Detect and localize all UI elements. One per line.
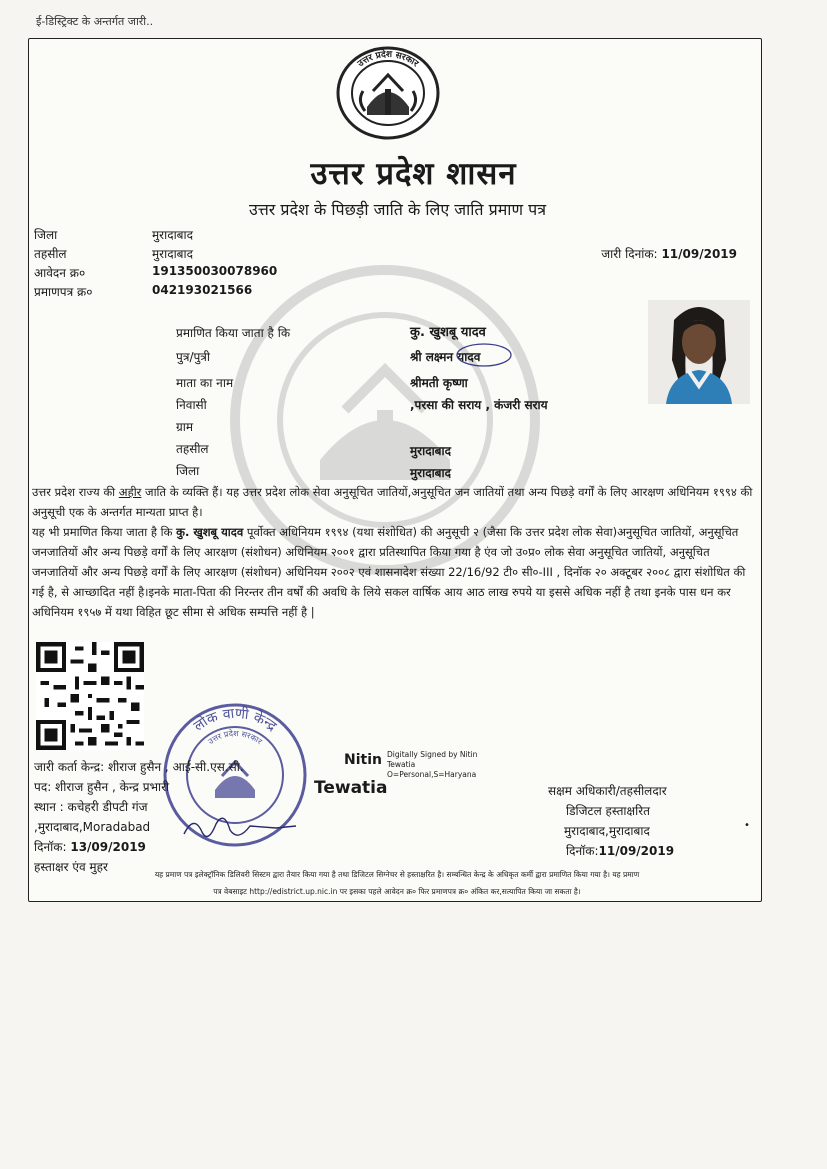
tehsil-value: मुरादाबाद	[152, 247, 194, 261]
up-government-emblem-icon	[335, 45, 441, 141]
person-tehsil-value: मुरादाबाद	[410, 444, 452, 458]
issuer-date-label: दिनॉक:	[34, 840, 67, 854]
authority-location: मुरादाबाद,मुरादाबाद	[564, 824, 650, 838]
tehsil-label: तहसील	[34, 247, 67, 261]
footer-line-1: यह प्रमाण पत्र इलेक्ट्रॉनिक डिलिवरी सिस्टम द्वारा तैयार किया गया है तथा डिजिटल सिग्नेचर से हस्ताक्षरित है। सम्बन्धित केन्द्र के अधिकृत कर्मी द्वारा प्रमाणित किया गया है। यह प्रमाण	[154, 870, 640, 879]
issuer-city: ,मुरादाबाद,Moradabad	[34, 820, 151, 834]
issue-date	[601, 245, 737, 262]
digital-signature-line-1: Digitally Signed by Nitin	[387, 750, 478, 759]
authority-date	[566, 842, 674, 859]
authority-digital-signed: डिजिटल हस्ताक्षरित	[566, 804, 650, 818]
signer-last-name: Tewatia	[314, 778, 388, 798]
issuer-location: स्थान : कचेहरी डीपटी गंज	[34, 800, 148, 814]
caste-paragraph-end: जाति के व्यक्ति हैं। यह उत्तर प्रदेश लोक सेवा अनुसूचित जातियों,अनुसूचित जन जातियों तथा अन्य पिछड़े वर्गों के लिए आरक्षण अधिनियम १९९४ की अनुसूची एक के अन्तर्गत मान्यता प्राप्त है।	[32, 485, 753, 519]
page-title: उत्तर प्रदेश शासन	[310, 156, 517, 192]
footer-line-2: पत्र वेबसाइट http://edistrict.up.nic.in पर इसका पहले आवेदन क्र० फिर प्रमाणपत्र क्र० अंकित कर,सत्यापित किया जा सकता है।	[213, 887, 581, 896]
stamp-ring-text: लोक वाणी केन्द्र	[191, 705, 280, 735]
issuer-date	[34, 838, 146, 855]
issuer-date-value: 13/09/2019	[70, 840, 146, 854]
resident-label: निवासी	[176, 398, 207, 412]
signer-first-name: Nitin	[344, 752, 382, 768]
village-label: ग्राम	[176, 420, 194, 434]
mother-label: माता का नाम	[176, 376, 234, 390]
page-subtitle: उत्तर प्रदेश के पिछड़ी जाति के लिए जाति प्रमाण पत्र	[248, 200, 547, 219]
applicant-name: कु. खुशबू यादव	[410, 325, 486, 340]
emblem-ring-text: उत्तर प्रदेश सरकार	[356, 49, 420, 70]
footer-note	[34, 866, 760, 900]
application-no-value: 191350030078960	[152, 264, 278, 278]
applicant-photo-icon	[648, 300, 750, 404]
father-label: पुत्र/पुत्री	[176, 350, 211, 364]
caste-paragraph	[32, 482, 754, 522]
district-value: मुरादाबाद	[152, 228, 194, 242]
top-note: ई-डिस्ट्रिक्ट के अन्तर्गत जारी..	[36, 15, 154, 28]
certification-paragraph-end: पूर्वोक्त अधिनियम १९९४ (यथा संशोधित) की अनुसूची २ (जैसा कि उत्तर प्रदेश लोक सेवा)अनुसूचित जातियों, अनुसूचित जनजातियों और अन्य पिछड़े वर्गों के लिए आरक्षण (संशोधन) अधिनियम २००१ द्वारा प्रतिस्थापित किया गया है एंव जो उ०प्र० लोक सेवा अनुसूचित जातियों, अनुसूचित जनजातियों और अन्य पिछड़े वर्गों के लिए आरक्षण (संशोधन) अधिनियम २००२ एवं शासनादेश संख्या 22/16/92 टी० सी०-III , दिनॉक २० अक्टूबर २००८ द्वारा संशोधित की गई है, से आच्छादित नहीं है।इनके माता-पिता की निरन्तर तीन वर्षों की अवधि के लिये सकल वार्षिक आय आठ लाख रुपये या इससे अधिक नहीं है तथा इनके पास धन कर अधिनियम १९५७ में यथा विहित छूट सीमा से अधिक सम्पत्ति नहीं है |	[32, 525, 746, 619]
handwritten-signature-icon	[180, 810, 300, 846]
certification-paragraph	[32, 522, 754, 622]
certificate-no-value: 042193021566	[152, 283, 253, 297]
ink-circle-mark-icon	[455, 342, 513, 368]
district-label: जिला	[34, 228, 58, 242]
digital-signature-line-3: O=Personal,S=Haryana	[387, 770, 477, 779]
issuing-centre: जारी कर्ता केन्द्र: शीराज हुसैन , आई-सी.एस.सी.	[34, 760, 244, 774]
person-tehsil-label: तहसील	[176, 442, 209, 456]
mother-name: श्रीमती कृष्णा	[410, 376, 468, 390]
authority-date-label: दिनॉक:	[566, 844, 599, 858]
digital-signature-line-2: Tewatia	[387, 760, 416, 769]
issue-date-label: जारी दिनांक:	[601, 247, 658, 261]
resident-value: ,परसा की सराय , कंजरी सराय	[410, 398, 548, 412]
caste-name: अहीर	[118, 485, 142, 499]
authority-date-value: 11/09/2019	[598, 844, 675, 858]
certificate-no-label: प्रमाणपत्र क्र०	[34, 285, 93, 299]
issuer-designation: पद: शीराज हुसैन , केन्द्र प्रभारी	[34, 780, 170, 794]
certify-label: प्रमाणित किया जाता है कि	[176, 326, 291, 340]
caste-paragraph-start: उत्तर प्रदेश राज्य की	[32, 485, 119, 499]
certification-paragraph-start: यह भी प्रमाणित किया जाता है कि	[32, 525, 177, 539]
issue-date-value: 11/09/2019	[661, 247, 737, 261]
person-district-value: मुरादाबाद	[410, 466, 452, 480]
certification-applicant-name: कु. खुशबू यादव	[176, 525, 244, 539]
signature-seal-label: हस्ताक्षर एंव मुहर	[34, 860, 108, 874]
margin-mark: •	[744, 820, 750, 831]
qr-code-icon	[36, 642, 144, 750]
father-name: श्री लक्ष्मन यादव	[410, 350, 481, 364]
authority-designation: सक्षम अधिकारी/तहसीलदार	[548, 784, 667, 798]
person-district-label: जिला	[176, 464, 200, 478]
application-no-label: आवेदन क्र०	[34, 266, 86, 280]
stamp-inner-text: उत्तर प्रदेश सरकार	[206, 728, 264, 747]
